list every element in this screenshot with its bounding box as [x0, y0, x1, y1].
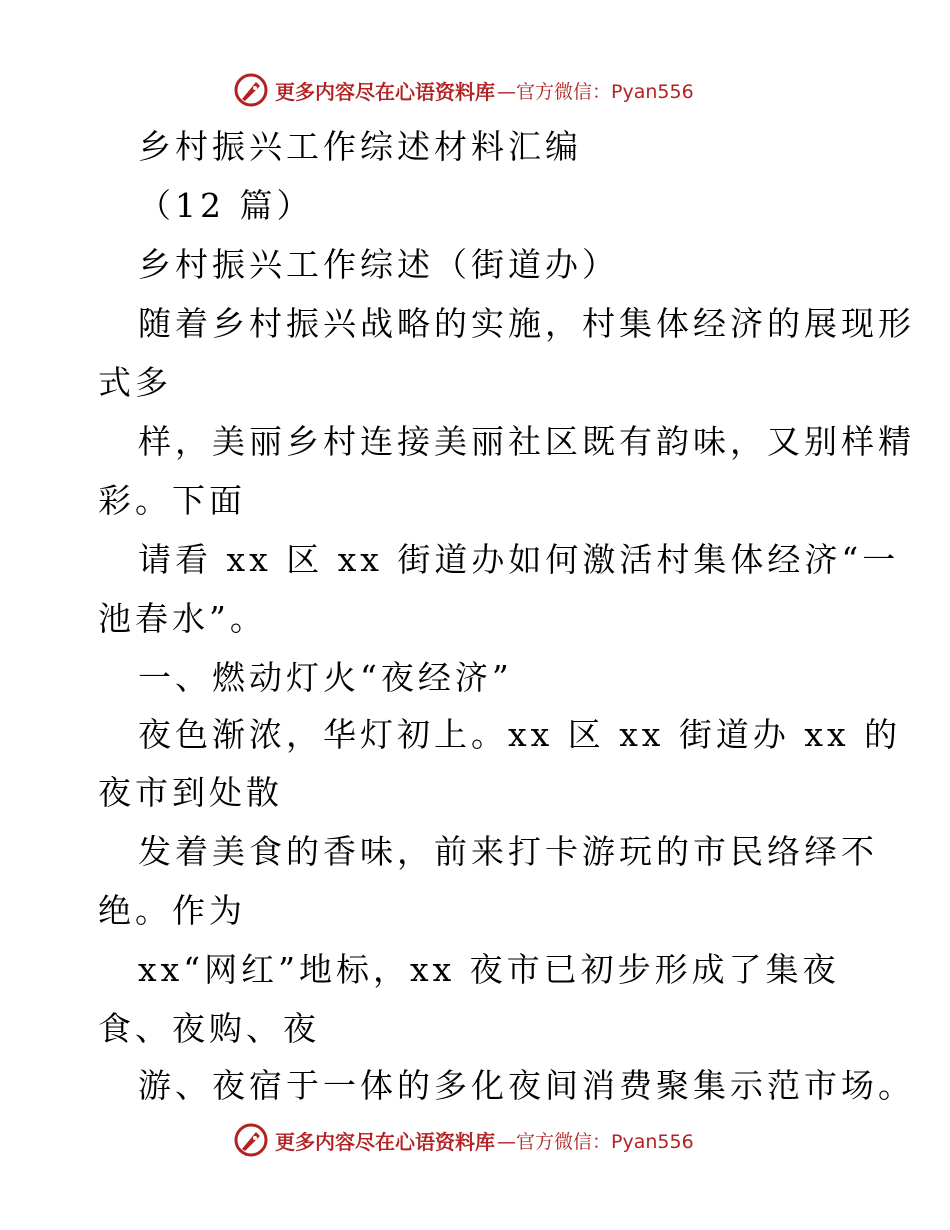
- section-heading: 乡村振兴工作综述（街道办）: [138, 245, 619, 284]
- watermark-contact-text: —官方微信：Pyan556: [497, 80, 694, 103]
- document-subtitle: （12 篇）: [138, 186, 314, 225]
- text-line: 彩。下面: [98, 481, 246, 520]
- pen-nib-logo-icon: [233, 72, 269, 108]
- text-line: 夜色渐浓，华灯初上。xx 区 xx 街道办 xx 的: [138, 715, 902, 754]
- text-line: 请看 xx 区 xx 街道办如何激活村集体经济“一: [138, 540, 900, 579]
- text-line: 式多: [98, 363, 172, 402]
- text-line: 发着美食的香味，前来打卡游玩的市民络绎不: [138, 832, 878, 871]
- text-line: 游、夜宿于一体的多化夜间消费聚集示范市场。: [138, 1066, 915, 1105]
- text-line: 样，美丽乡村连接美丽社区既有韵味，又别样精: [138, 422, 915, 461]
- text-line: 池春水”。: [98, 599, 267, 638]
- section-heading: 一、燃动灯火“夜经济”: [138, 658, 513, 697]
- watermark-banner-bottom: [233, 1120, 694, 1160]
- watermark-banner-top: [233, 70, 694, 110]
- watermark-brand-text: 更多内容尽在心语资料库: [275, 1129, 495, 1154]
- pen-nib-logo-icon: [233, 1122, 269, 1158]
- text-line: 食、夜购、夜: [98, 1009, 320, 1048]
- text-line: 绝。作为: [98, 891, 246, 930]
- text-line: 夜市到处散: [98, 773, 283, 812]
- text-line: xx“网红”地标，xx 夜市已初步形成了集夜: [138, 950, 840, 989]
- document-title: 乡村振兴工作综述材料汇编: [138, 127, 582, 166]
- watermark-contact-text: —官方微信：Pyan556: [497, 1130, 694, 1153]
- watermark-brand-text: 更多内容尽在心语资料库: [275, 79, 495, 104]
- text-line: 随着乡村振兴战略的实施，村集体经济的展现形: [138, 304, 915, 343]
